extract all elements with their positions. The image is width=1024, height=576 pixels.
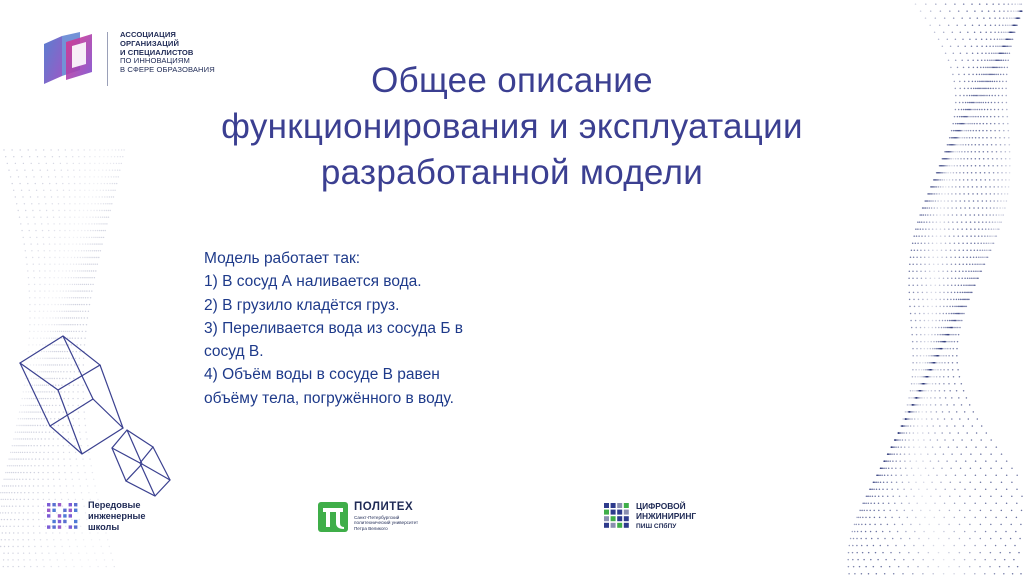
polytech-pi-icon — [318, 502, 348, 532]
title-line: функционирования и эксплуатации — [221, 107, 803, 146]
peis-line: школы — [88, 522, 120, 532]
body-line: 3) Переливается вода из сосуда Б в — [204, 319, 464, 337]
peis-text — [88, 500, 145, 533]
polytech-title: ПОЛИТЕХ — [354, 501, 414, 513]
digital-line: ИНЖИНИРИНГ — [636, 511, 697, 522]
logo-divider — [107, 32, 108, 86]
digital-line: ЦИФРОВОЙ — [636, 501, 686, 511]
association-line: ОРГАНИЗАЦИЙ — [120, 38, 180, 48]
title-line: Общее описание — [371, 61, 653, 100]
association-logo-icon — [40, 30, 96, 86]
association-line: АССОЦИАЦИЯ — [120, 30, 176, 39]
footer-logo-peis — [46, 500, 176, 536]
slide-title — [110, 58, 914, 196]
peis-dot-grid-icon — [46, 502, 80, 532]
body-line: объёму тела, погружённого в воду. — [204, 389, 454, 407]
cube-large-icon — [20, 336, 123, 454]
peis-line: Передовые — [88, 500, 141, 510]
digital-engineering-grid-icon — [603, 502, 631, 530]
polytech-sub-line: политехнический университет — [354, 520, 419, 526]
body-line: 4) Объём воды в сосуде В равен — [204, 366, 440, 384]
polytech-subtitle — [354, 515, 444, 531]
model-description — [204, 247, 544, 410]
footer-logo-polytech — [318, 500, 448, 536]
body-line: 1) В сосуд А наливается вода. — [204, 273, 422, 291]
association-line: ПО ИННОВАЦИЯМ — [120, 56, 190, 66]
body-line: Модель работает так: — [204, 250, 361, 267]
polytech-sub-line: Петра Великого — [354, 525, 388, 531]
title-line: разработанной модели — [320, 153, 704, 192]
digital-text — [636, 501, 696, 532]
association-line: И СПЕЦИАЛИСТОВ — [120, 47, 194, 57]
digital-line: ПИШ СПбПУ — [636, 522, 677, 530]
footer-logo-digital — [603, 500, 713, 536]
body-line: сосуд В. — [204, 343, 264, 361]
body-line: 2) В грузило кладётся груз. — [204, 296, 400, 314]
association-line: В СФЕРЕ ОБРАЗОВАНИЯ — [120, 65, 215, 75]
peis-line: инженерные — [88, 511, 146, 521]
polytech-sub-line: Санкт-Петербургский — [354, 515, 400, 520]
cube-small-icon — [112, 430, 170, 496]
